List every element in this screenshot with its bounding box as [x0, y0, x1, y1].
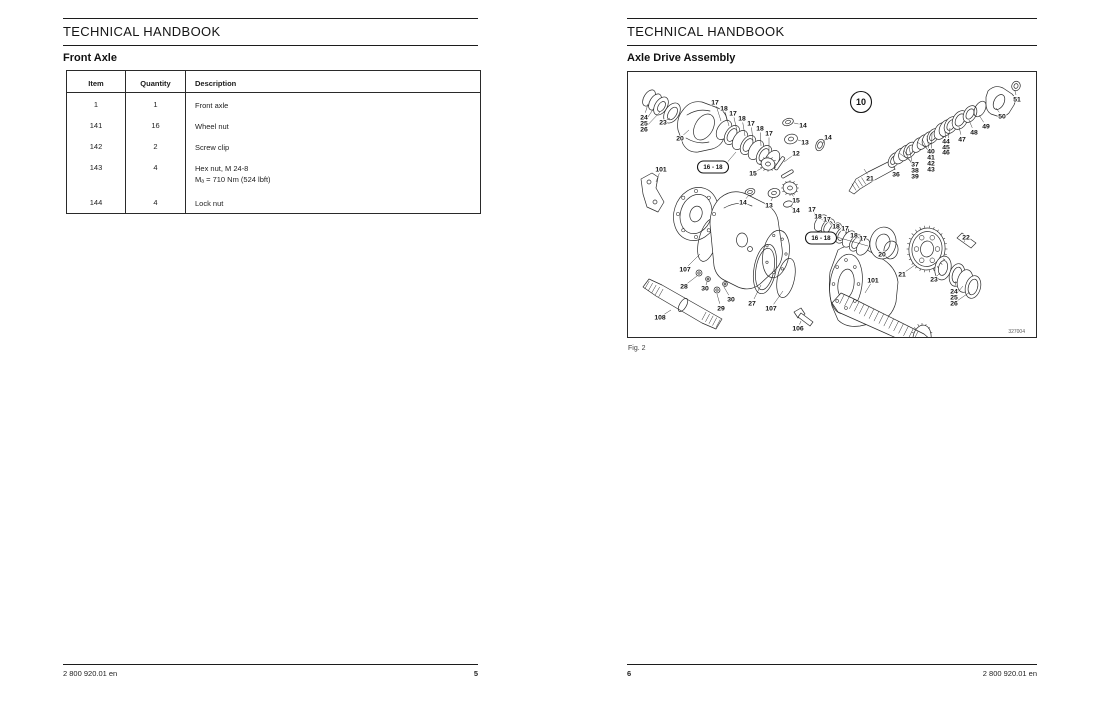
cell-description [186, 114, 481, 135]
part-label-24: 24 [950, 288, 958, 296]
part-label-14: 14 [824, 134, 832, 142]
parts-table-row [67, 156, 481, 191]
part-label-23: 23 [930, 276, 938, 284]
part-label-12: 12 [792, 150, 800, 158]
part-label-22: 22 [962, 234, 970, 242]
page-number: 5 [473, 669, 478, 678]
part-label-39: 39 [911, 173, 919, 181]
part-label-108: 108 [654, 314, 666, 322]
cell-description [186, 135, 481, 156]
cell-description [186, 93, 481, 114]
range-callout-label: 16 - 18 [703, 164, 723, 172]
cell-quantity: 16 [126, 114, 186, 135]
part-label-49: 49 [982, 123, 990, 131]
part-label-106: 106 [792, 325, 804, 333]
assembly-callout-label: 10 [855, 97, 867, 108]
part-label-24: 24 [640, 114, 648, 122]
parts-table-row [67, 191, 481, 214]
part-label-17: 17 [729, 110, 737, 118]
doc-number: 2 800 920.01 en [63, 669, 118, 678]
part-label-20: 20 [878, 251, 886, 259]
cell-description [186, 191, 481, 214]
part-label-46: 46 [942, 149, 950, 157]
part-label-17: 17 [711, 99, 719, 107]
description-line: Front axle [195, 101, 229, 110]
part-label-13: 13 [801, 139, 809, 147]
cell-item: 1 [93, 100, 99, 109]
part-label-18: 18 [756, 125, 764, 133]
description-line: Lock nut [195, 198, 224, 208]
parts-table-row [67, 114, 481, 135]
page-left-footer [63, 664, 478, 678]
doc-number: 2 800 920.01 en [982, 669, 1037, 678]
cell-description [186, 156, 481, 191]
page-left-header [63, 18, 478, 46]
part-label-101: 101 [867, 277, 879, 285]
part-label-47: 47 [958, 136, 966, 144]
part-label-18: 18 [738, 115, 746, 123]
parts-table-row [67, 135, 481, 156]
part-label-18: 18 [832, 223, 840, 231]
part-label-28: 28 [680, 283, 688, 291]
part-label-26: 26 [950, 300, 958, 308]
part-label-14: 14 [799, 122, 807, 130]
part-label-44: 44 [942, 138, 950, 146]
drawing-number: 327004 [1008, 329, 1025, 335]
description-line: Screw clip [195, 142, 230, 152]
cell-quantity: 2 [126, 135, 186, 156]
page-right [627, 0, 1037, 715]
part-label-43: 43 [927, 166, 935, 174]
page-right-header [627, 18, 1037, 46]
part-label-101: 101 [655, 166, 667, 174]
part-label-50: 50 [998, 113, 1006, 121]
part-label-27: 27 [748, 300, 756, 308]
part-label-21: 21 [898, 271, 906, 279]
cell-quantity: 1 [126, 93, 186, 114]
part-label-30: 30 [727, 296, 735, 304]
part-label-17: 17 [841, 225, 849, 233]
part-label-25: 25 [640, 120, 648, 128]
page-header-title: TECHNICAL HANDBOOK [63, 24, 221, 39]
part-label-23: 23 [659, 119, 667, 127]
description-line: Mₐ = 710 Nm (524 lbft) [195, 174, 271, 184]
part-label-15: 15 [792, 197, 800, 205]
page-right-footer [627, 664, 1037, 678]
page-left [63, 0, 478, 715]
part-label-26: 26 [640, 126, 648, 134]
part-label-17: 17 [823, 216, 831, 224]
part-label-15: 15 [749, 170, 757, 178]
part-label-48: 48 [970, 129, 978, 137]
part-label-17: 17 [859, 235, 867, 243]
column-header-description: Description [186, 71, 481, 93]
column-header-quantity: Quantity [126, 71, 186, 93]
parts-table-header-row [67, 71, 481, 93]
page-header-title: TECHNICAL HANDBOOK [627, 24, 785, 39]
part-label-37: 37 [911, 161, 919, 169]
description-line: Hex nut, M 24-8 [195, 163, 249, 173]
parts-table-row [67, 93, 481, 114]
part-label-25: 25 [950, 294, 958, 302]
figure-caption: Fig. 2 [628, 345, 646, 352]
front-axle-parts-table [66, 70, 481, 214]
part-label-42: 42 [927, 160, 935, 168]
part-label-14: 14 [739, 199, 747, 207]
part-label-36: 36 [892, 171, 900, 179]
cell-item: 144 [89, 197, 103, 207]
part-label-17: 17 [747, 120, 755, 128]
part-label-107: 107 [679, 266, 691, 274]
part-label-107: 107 [765, 305, 777, 313]
part-label-20: 20 [676, 135, 684, 143]
part-label-18: 18 [814, 213, 822, 221]
cell-item: 141 [89, 120, 103, 130]
cell-quantity: 4 [126, 191, 186, 214]
exploded-axle-diagram [628, 72, 1036, 337]
part-label-13: 13 [765, 202, 773, 210]
range-callout-label: 16 - 18 [811, 235, 831, 243]
diagram-artwork [640, 80, 1022, 337]
section-title-axle-drive-assembly: Axle Drive Assembly [627, 52, 736, 64]
part-label-17: 17 [808, 206, 816, 214]
part-label-45: 45 [942, 144, 950, 152]
part-label-17: 17 [765, 130, 773, 138]
axle-drive-assembly-figure [627, 71, 1037, 338]
description-line: Wheel nut [195, 121, 229, 131]
cell-quantity: 4 [126, 156, 186, 191]
part-label-51: 51 [1013, 96, 1021, 104]
part-label-18: 18 [720, 105, 728, 113]
part-label-38: 38 [911, 167, 919, 175]
column-header-item: Item [67, 71, 126, 93]
page-number: 6 [627, 669, 632, 678]
part-label-14: 14 [792, 207, 800, 215]
part-label-29: 29 [717, 305, 725, 313]
part-label-18: 18 [850, 232, 858, 240]
cell-item: 143 [89, 162, 103, 172]
part-label-21: 21 [866, 175, 874, 183]
section-title-front-axle: Front Axle [63, 52, 117, 64]
part-label-41: 41 [927, 154, 935, 162]
part-label-40: 40 [927, 148, 935, 156]
part-label-30: 30 [701, 285, 709, 293]
cell-item: 142 [89, 141, 103, 151]
